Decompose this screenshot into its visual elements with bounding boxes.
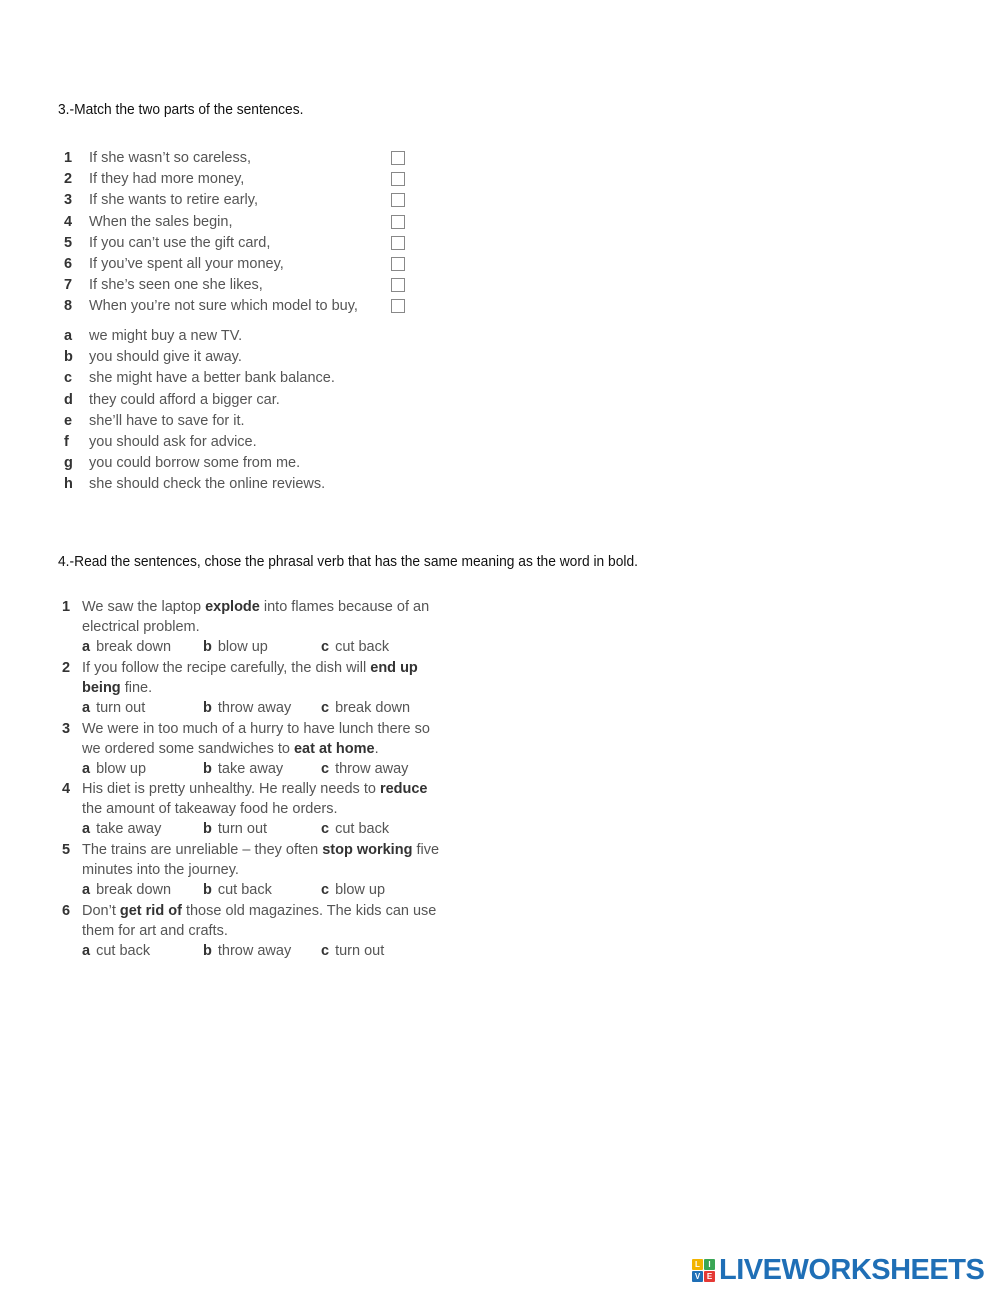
option-letter: a — [82, 699, 91, 716]
item-number: 1 — [64, 150, 73, 166]
option-letter: b — [203, 821, 212, 838]
option-a[interactable] — [82, 700, 145, 716]
option-c[interactable] — [321, 821, 389, 837]
option-b[interactable] — [203, 700, 291, 716]
option-letter: c — [321, 943, 330, 959]
option-text: break down — [96, 639, 172, 655]
option-b[interactable] — [203, 639, 268, 655]
question-text: we ordered some sandwiches to — [82, 740, 294, 757]
option-text: cut back — [335, 821, 390, 838]
item-text: she should check the online reviews. — [89, 476, 326, 493]
option-letter: c — [321, 821, 330, 838]
logo-square-e: E — [704, 1271, 715, 1282]
item-text: they could afford a bigger car. — [89, 391, 280, 408]
option-a[interactable] — [82, 821, 161, 837]
bold-word: stop working — [322, 842, 413, 859]
answer-box-5[interactable] — [391, 236, 405, 250]
option-letter: c — [321, 760, 330, 777]
question-line — [82, 741, 379, 757]
option-letter: b — [203, 639, 212, 655]
question-text: those old magazines. The kids can use — [181, 903, 437, 919]
item-number: 6 — [64, 256, 73, 272]
bold-word: end up — [370, 659, 418, 676]
question-text: The trains are unreliable – they often — [82, 842, 323, 859]
question-number: 6 — [62, 903, 71, 919]
item-text: we might buy a new TV. — [89, 328, 243, 344]
answer-box-6[interactable] — [391, 257, 405, 271]
option-text: blow up — [96, 760, 147, 777]
option-text: turn out — [217, 821, 268, 838]
option-text: break down — [335, 699, 411, 716]
question-line — [82, 862, 239, 878]
option-text: cut back — [217, 882, 272, 899]
question-number: 2 — [62, 659, 71, 676]
option-b[interactable] — [203, 761, 283, 777]
option-a[interactable] — [82, 761, 146, 777]
question-line — [82, 680, 152, 696]
question-text: minutes into the journey. — [82, 862, 239, 879]
exercise-3-heading: 3.-Match the two parts of the sentences. — [58, 101, 304, 118]
item-number: 7 — [64, 277, 73, 294]
item-letter: e — [64, 412, 73, 429]
option-c[interactable] — [321, 700, 410, 716]
option-text: throw away — [217, 699, 292, 716]
question-text: We saw the laptop — [82, 599, 206, 615]
item-text: you should give it away. — [89, 349, 242, 366]
option-letter: a — [82, 639, 91, 655]
answer-box-2[interactable] — [391, 172, 405, 186]
question-text: We were in too much of a hurry to have lunch there so — [82, 720, 430, 737]
option-b[interactable] — [203, 821, 267, 837]
option-text: blow up — [335, 882, 386, 899]
item-letter: b — [64, 349, 73, 366]
option-letter: b — [203, 882, 212, 899]
option-text: throw away — [335, 760, 409, 777]
item-number: 5 — [64, 234, 73, 251]
answer-box-1[interactable] — [391, 151, 405, 165]
item-text: If you can’t use the gift card, — [89, 234, 271, 251]
question-line — [82, 619, 200, 635]
question-text: five — [412, 842, 440, 859]
option-letter: c — [321, 639, 330, 655]
question-text: fine. — [120, 679, 153, 696]
question-number: 1 — [62, 599, 71, 615]
item-letter: g — [64, 455, 73, 472]
bold-word: eat at home — [293, 740, 375, 757]
question-text: them for art and crafts. — [82, 923, 228, 939]
item-letter: f — [64, 434, 69, 450]
exercise-4-heading: 4.-Read the sentences, chose the phrasal verb that has the same meaning as the word in bold. — [58, 553, 638, 570]
question-line — [82, 721, 430, 737]
logo-square-l: L — [692, 1259, 703, 1270]
question-text: into flames because of an — [259, 599, 430, 615]
option-text: turn out — [96, 699, 146, 716]
option-text: blow up — [217, 639, 268, 655]
item-number: 2 — [64, 171, 73, 188]
question-text: electrical problem. — [82, 619, 200, 635]
option-letter: a — [82, 943, 91, 959]
option-letter: a — [82, 821, 91, 838]
item-number: 8 — [64, 298, 73, 315]
answer-box-4[interactable] — [391, 215, 405, 229]
item-letter: d — [64, 391, 73, 408]
bold-word: get rid of — [119, 903, 182, 919]
logo-square-i: I — [704, 1259, 715, 1270]
option-c[interactable] — [321, 882, 385, 898]
option-a[interactable] — [82, 639, 171, 655]
option-a[interactable] — [82, 943, 150, 959]
question-text: the amount of takeaway food he orders. — [82, 801, 338, 818]
question-line — [82, 801, 338, 817]
option-c[interactable] — [321, 761, 408, 777]
answer-box-7[interactable] — [391, 278, 405, 292]
answer-box-3[interactable] — [391, 193, 405, 207]
item-text: If she wasn’t so careless, — [89, 150, 251, 166]
option-letter: a — [82, 882, 91, 899]
item-text: you could borrow some from me. — [89, 455, 301, 472]
option-letter: c — [321, 699, 330, 716]
item-text: If she wants to retire early, — [89, 192, 258, 209]
option-letter: c — [321, 882, 330, 899]
item-number: 4 — [64, 213, 73, 230]
option-text: throw away — [217, 943, 292, 959]
option-b[interactable] — [203, 943, 291, 959]
item-letter: h — [64, 476, 73, 493]
option-b[interactable] — [203, 882, 272, 898]
question-text: His diet is pretty unhealthy. He really needs to — [82, 781, 380, 798]
option-text: break down — [96, 882, 172, 899]
option-c[interactable] — [321, 943, 384, 959]
option-a[interactable] — [82, 882, 171, 898]
question-line — [82, 842, 439, 858]
liveworksheets-logo-icon — [692, 1259, 715, 1282]
option-letter: a — [82, 760, 91, 777]
bold-word: being — [82, 679, 121, 696]
bold-word: reduce — [379, 781, 428, 798]
item-number: 3 — [64, 192, 73, 209]
item-letter: a — [64, 328, 73, 344]
logo-square-v: V — [692, 1271, 703, 1282]
item-text: she’ll have to save for it. — [89, 412, 245, 429]
question-line — [82, 660, 418, 676]
option-text: take away — [217, 760, 284, 777]
question-text: If you follow the recipe carefully, the dish will — [82, 659, 371, 676]
option-letter: b — [203, 943, 212, 959]
option-text: cut back — [96, 943, 151, 959]
item-text: When you’re not sure which model to buy, — [89, 298, 358, 315]
question-line — [82, 923, 228, 939]
liveworksheets-logo — [692, 1254, 984, 1286]
question-text: Don’t — [82, 903, 120, 919]
question-number: 4 — [62, 781, 71, 798]
question-line — [82, 903, 436, 919]
question-line — [82, 599, 429, 615]
question-line — [82, 781, 428, 797]
option-text: cut back — [335, 639, 390, 655]
option-letter: b — [203, 699, 212, 716]
item-text: you should ask for advice. — [89, 434, 257, 450]
option-letter: b — [203, 760, 212, 777]
option-c[interactable] — [321, 639, 389, 655]
bold-word: explode — [205, 599, 260, 615]
option-text: take away — [96, 821, 162, 838]
question-number: 5 — [62, 842, 71, 859]
item-text: If you’ve spent all your money, — [89, 256, 284, 272]
answer-box-8[interactable] — [391, 299, 405, 313]
item-letter: c — [64, 370, 73, 387]
option-text: turn out — [335, 943, 385, 959]
question-number: 3 — [62, 720, 71, 737]
item-text: she might have a better bank balance. — [89, 370, 335, 387]
logo-text: LIVEWORKSHEETS — [719, 1253, 985, 1286]
item-text: If she’s seen one she likes, — [89, 277, 263, 294]
question-text: . — [374, 740, 379, 757]
item-text: When the sales begin, — [89, 213, 233, 230]
item-text: If they had more money, — [89, 171, 245, 188]
